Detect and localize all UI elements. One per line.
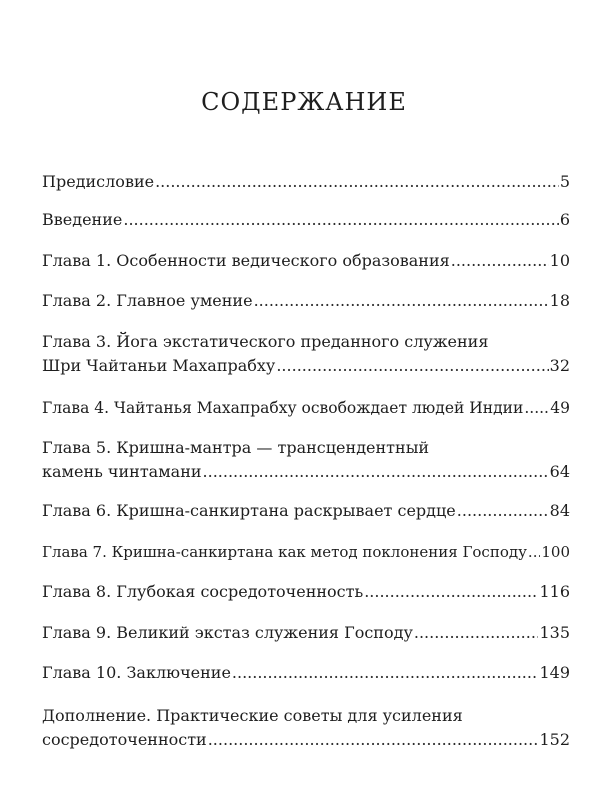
toc-entry-introduction <box>42 208 570 232</box>
toc-page-number: 135 <box>539 623 570 642</box>
toc-leader-dots <box>254 289 549 313</box>
toc-page-number: 84 <box>549 501 570 520</box>
toc-page-number: 152 <box>539 730 570 749</box>
toc-entry-title: Шри Чайтаньи Махапрабху <box>42 356 276 375</box>
toc-entry-title: Глава 10. Заключение <box>42 663 231 682</box>
toc-entry-title-line-1: Глава 5. Кришна-мантра — трансцендентный <box>42 438 430 457</box>
toc-entry-title: Введение <box>42 210 123 229</box>
toc-entry-chapter-5 <box>42 436 570 484</box>
toc-entry-title: Глава 9. Великий экстаз служения Господу <box>42 623 413 642</box>
toc-entry-title: Глава 7. Кришна-санкиртана как метод поклонения Господу <box>42 543 527 561</box>
toc-page-number: 116 <box>539 582 570 601</box>
toc-leader-dots <box>414 621 539 645</box>
toc-entry-title: сосредоточенности <box>42 730 207 749</box>
toc-entry-title: Глава 6. Кришна-санкиртана раскрывает сердце <box>42 501 456 520</box>
toc-entry-title: Глава 4. Чайтанья Махапрабху освобождает людей Индии <box>42 399 524 417</box>
toc-leader-dots <box>276 354 548 378</box>
toc-page-number: 49 <box>550 399 570 417</box>
toc-entry-chapter-8 <box>42 580 570 604</box>
toc-entry-title: камень чинтамани <box>42 462 202 481</box>
toc-leader-dots <box>457 499 549 523</box>
toc-leader-dots <box>123 208 558 232</box>
toc-entry-chapter-2 <box>42 289 570 313</box>
toc-entry-chapter-9 <box>42 621 570 645</box>
toc-leader-dots <box>155 170 559 194</box>
toc-entry-title: Глава 1. Особенности ведического образования <box>42 251 450 270</box>
toc-entry-appendix <box>42 704 570 752</box>
toc-entry-title: Предисловие <box>42 172 155 191</box>
toc-page-number: 5 <box>559 172 570 191</box>
toc-page-number: 149 <box>539 663 570 682</box>
toc-page-number: 6 <box>559 210 570 229</box>
toc-entry-chapter-6 <box>42 499 570 523</box>
toc-entry-chapter-3 <box>42 330 570 378</box>
toc-page-number: 18 <box>549 291 570 310</box>
toc-page-number: 64 <box>549 462 570 481</box>
page-title: СОДЕРЖАНИЕ <box>201 88 407 116</box>
toc-leader-dots <box>528 540 540 564</box>
toc-entry-chapter-4 <box>42 396 570 420</box>
toc-entry-chapter-7 <box>42 540 570 564</box>
toc-entry-title: Глава 2. Главное умение <box>42 291 253 310</box>
toc-entry-chapter-1 <box>42 249 570 273</box>
toc-leader-dots <box>451 249 549 273</box>
toc-leader-dots <box>203 460 549 484</box>
toc-entry-preface <box>42 170 570 194</box>
toc-page-number: 32 <box>549 356 570 375</box>
toc-leader-dots <box>364 580 538 604</box>
toc-leader-dots <box>208 728 539 752</box>
toc-page-number: 100 <box>541 543 570 561</box>
toc-entry-title-line-1: Глава 3. Йога экстатического преданного служения <box>42 332 489 351</box>
toc-leader-dots <box>232 661 539 685</box>
toc-leader-dots <box>524 396 549 420</box>
toc-entry-chapter-10 <box>42 661 570 685</box>
toc-entry-title-line-1: Дополнение. Практические советы для усиления <box>42 706 463 725</box>
toc-page-number: 10 <box>549 251 570 270</box>
toc-entry-title: Глава 8. Глубокая сосредоточенность <box>42 582 364 601</box>
